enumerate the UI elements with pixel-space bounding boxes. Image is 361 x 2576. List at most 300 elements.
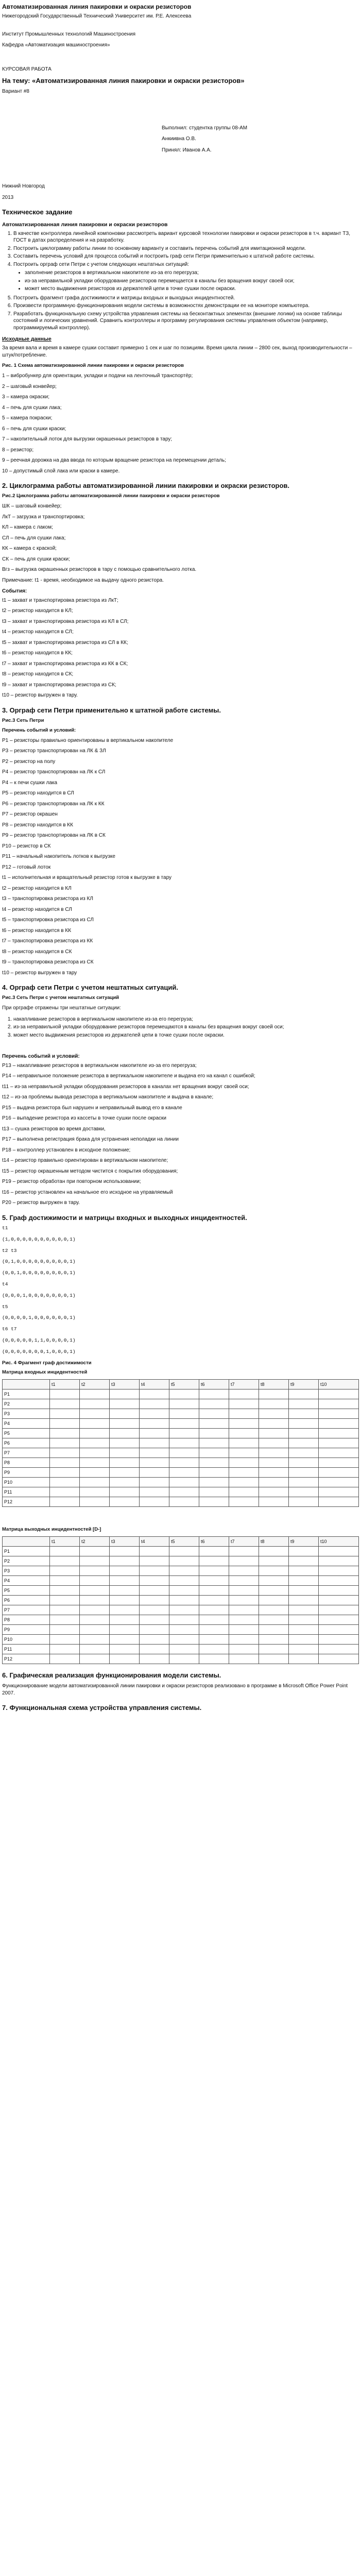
performed-by: Выполнил: студентка группы 08-АМ (162, 125, 248, 131)
matrix-cell (109, 1645, 139, 1654)
course-work-label: КУРСОВАЯ РАБОТА (2, 66, 51, 72)
petri-normal-list (2, 737, 359, 977)
matrix-cell (79, 1586, 109, 1596)
matrix-cell (259, 1438, 288, 1448)
legend-item: 2 – шаговый конвейер; (2, 383, 57, 389)
matrix-cell (318, 1497, 358, 1507)
matrix-cell (109, 1576, 139, 1586)
legend-item: 10 – допустимый слой лака или краски в камере. (2, 468, 120, 474)
matrix-cell (49, 1458, 79, 1468)
matrix-row-label: P2 (3, 1556, 50, 1566)
matrix-cell (229, 1389, 259, 1399)
matrix-cell (109, 1635, 139, 1645)
matrix-cell (288, 1556, 318, 1566)
source-data-text: За время вала и время в камере сушки составит примерно 1 сек и шаг по позициям. Время цикла линии – 2800 сек, выход производительности – штук/потребление. (2, 345, 352, 358)
matrix-cell (229, 1635, 259, 1645)
matrix-header-cell: t7 (229, 1380, 259, 1389)
matrix-row-label: P9 (3, 1468, 50, 1478)
matrix-cell (199, 1399, 229, 1409)
matrix-cell (109, 1468, 139, 1478)
matrix-cell (318, 1566, 358, 1576)
matrix-cell (318, 1487, 358, 1497)
events-title: Перечень событий и условий: (2, 1054, 80, 1060)
list-item: Р19 – резистор обработан при повторном использовании; (2, 1179, 141, 1185)
matrix-cell (318, 1399, 358, 1409)
list-item: Р2 – резистор на полу (2, 758, 56, 765)
table-row (3, 1429, 359, 1438)
functional-title: 7. Функциональная схема устройства управления системы. (2, 1704, 202, 1712)
list-item: 3. может место выдвижения резисторов из держателей цепи в точке сушки после окраски. (13, 1032, 359, 1039)
matrix-cell (288, 1409, 318, 1419)
table-row (3, 1389, 359, 1399)
student-name: Анкиивна О.В. (162, 136, 196, 142)
petri-normal-section (2, 706, 359, 976)
matrix-cell (139, 1448, 169, 1458)
matrix-header-cell: t3 (109, 1537, 139, 1547)
matrix-header-cell: t4 (139, 1380, 169, 1389)
tech-task-section (2, 208, 359, 474)
matrix-header-cell: t5 (169, 1380, 199, 1389)
list-item: t5 – транспортировка резистора из СЛ (2, 917, 94, 923)
matrix-cell (49, 1419, 79, 1429)
matrix-cell (199, 1586, 229, 1596)
matrix-cell (288, 1468, 318, 1478)
matrix-header-cell: t10 (318, 1537, 358, 1547)
matrix-cell (199, 1615, 229, 1625)
list-item: t8 – резистор находится в СК (2, 948, 72, 955)
author-block (162, 125, 359, 154)
matrix-cell (49, 1448, 79, 1458)
matrix-cell (288, 1645, 318, 1654)
matrix-cell (199, 1547, 229, 1556)
matrix-cell (139, 1468, 169, 1478)
matrix-cell (79, 1596, 109, 1605)
matrix-cell (288, 1654, 318, 1664)
graph-line: t5 (2, 1303, 8, 1310)
matrix-cell (288, 1458, 318, 1468)
matrix-cell (318, 1556, 358, 1566)
matrix-cell (79, 1399, 109, 1409)
matrix-cell (259, 1419, 288, 1429)
matrix-cell (169, 1419, 199, 1429)
matrix-cell (199, 1438, 229, 1448)
matrix-row-label: P11 (3, 1645, 50, 1654)
matrix-cell (199, 1635, 229, 1645)
petri-fault-title: 4. Орграф сети Петри с учетом нештатных ситуаций. (2, 984, 178, 992)
cyclogram-note: Примечание: t1 - время, необходимое на выдачу одного резистора. (2, 577, 164, 583)
matrix-cell (229, 1487, 259, 1497)
legend-item: 3 – камера окраски; (2, 394, 49, 400)
graph-line: (0,0,0,0,1,0,0,0,0,0,0,1) (2, 1315, 76, 1321)
matrix-cell (169, 1625, 199, 1635)
matrix-row-label: P4 (3, 1576, 50, 1586)
tech-task-subtitle: Автоматизированная линия пакировки и окраски резисторов (2, 221, 168, 228)
matrix-header-cell: t10 (318, 1380, 358, 1389)
matrix-cell (229, 1399, 259, 1409)
matrix-cell (259, 1399, 288, 1409)
matrix-cell (109, 1487, 139, 1497)
matrix-cell (79, 1556, 109, 1566)
matrix-cell (79, 1448, 109, 1458)
list-item: Р9 – резистор транспортирован на ЛК в СК (2, 833, 106, 839)
matrix-cell (139, 1438, 169, 1448)
matrix-cell (229, 1605, 259, 1615)
matrix-cell (109, 1605, 139, 1615)
graphic-section (2, 1671, 359, 1697)
table-row (3, 1468, 359, 1478)
matrix-cell (109, 1547, 139, 1556)
table-row (3, 1654, 359, 1664)
graph-line: t6 t7 (2, 1326, 17, 1332)
matrix-cell (49, 1625, 79, 1635)
matrix-cell (229, 1654, 259, 1664)
list-item-text: Построить орграф сети Петри с учетом следующих нештатных ситуаций: (13, 261, 189, 267)
matrix-cell (259, 1635, 288, 1645)
matrix-cell (49, 1497, 79, 1507)
list-item: • из-за неправильной укладки оборудование резисторов перемещается в каналы без вращения вокруг своей оси; (25, 278, 359, 285)
list-item: 3. Составить перечень условий для процесса событий и построить граф сети Петри применительно к штатной работе системы. (13, 253, 359, 260)
legend-item: 8 – резистор; (2, 447, 34, 453)
input-matrix-title: Матрица входных инцидентностей (2, 1369, 88, 1376)
matrix-cell (139, 1458, 169, 1468)
matrix-cell (109, 1596, 139, 1605)
matrix-cell (109, 1399, 139, 1409)
matrix-cell (79, 1468, 109, 1478)
list-item: 6. Произвести программную функционирования модели системы в возможностях демонстрации ее на мониторе компьютера. (13, 302, 359, 310)
matrix-header-cell (3, 1537, 50, 1547)
list-item: t2 – резистор находится в КЛ (2, 885, 72, 891)
functional-section (2, 1704, 359, 1712)
matrix-header-cell: t1 (49, 1537, 79, 1547)
matrix-cell (259, 1586, 288, 1596)
matrix-cell (288, 1389, 318, 1399)
petri-normal-title: 3. Орграф сети Петри применительно к штатной работе системы. (2, 706, 221, 714)
matrix-header-cell: t6 (199, 1537, 229, 1547)
matrix-cell (288, 1566, 318, 1576)
matrix-cell (288, 1448, 318, 1458)
list-item: Р6 – резистор транспортирован на ЛК к КК (2, 801, 105, 807)
matrix-cell (229, 1586, 259, 1596)
matrix-cell (169, 1566, 199, 1576)
matrix-cell (169, 1389, 199, 1399)
matrix-cell (199, 1654, 229, 1664)
matrix-cell (109, 1409, 139, 1419)
matrix-cell (49, 1605, 79, 1615)
matrix-header-cell: t5 (169, 1537, 199, 1547)
table-row (3, 1556, 359, 1566)
matrix-row-label: P9 (3, 1625, 50, 1635)
list-item: Р5 – резистор находится в СЛ (2, 790, 74, 796)
matrix-cell (259, 1625, 288, 1635)
matrix-cell (199, 1468, 229, 1478)
matrix-cell (79, 1566, 109, 1576)
list-item: t10 – резистор выгружен в тару (2, 970, 77, 976)
reach-graph-section (2, 1214, 359, 1664)
matrix-cell (288, 1478, 318, 1487)
year: 2013 (2, 194, 14, 200)
table-row (3, 1438, 359, 1448)
matrix-cell (79, 1625, 109, 1635)
list-item: Р14 – неправильное положение резистора в вертикальном накопителе и выдача его на канал с ошибкой; (2, 1073, 255, 1079)
table-row (3, 1586, 359, 1596)
list-item: Р3 – резистор транспортирован на ЛК & ЗЛ (2, 748, 106, 754)
source-data-title: Исходные данные (2, 336, 51, 343)
matrix-cell (79, 1487, 109, 1497)
matrix-cell (199, 1389, 229, 1399)
list-item: t3 – транспортировка резистора из КЛ (2, 896, 93, 902)
matrix-row-label: P6 (3, 1438, 50, 1448)
table-row (3, 1419, 359, 1429)
matrix-cell (288, 1438, 318, 1448)
matrix-cell (79, 1605, 109, 1615)
matrix-cell (288, 1429, 318, 1438)
matrix-cell (169, 1478, 199, 1487)
list-item: t16 – резистор установлен на начальное его исходное на управляемый (2, 1189, 173, 1195)
graph-line: t4 (2, 1281, 8, 1287)
matrix-row-label: P8 (3, 1615, 50, 1625)
matrix-cell (259, 1478, 288, 1487)
matrix-cell (169, 1487, 199, 1497)
matrix-cell (199, 1448, 229, 1458)
matrix-row-label: P10 (3, 1635, 50, 1645)
matrix-cell (169, 1547, 199, 1556)
matrix-cell (169, 1468, 199, 1478)
list-item: Р8 – резистор находится в КК (2, 822, 73, 828)
matrix-cell (169, 1429, 199, 1438)
table-row (3, 1645, 359, 1654)
table-row (3, 1478, 359, 1487)
list-item: 7. Разработать функциональную схему устройства управления системы на бесконтактных элементах (внешние логики) на основе таблицы состояний и логических уравнений. Сравнить контроллеры и программу регулирования системы управления объектом (например, программируемый контроллер). (13, 311, 359, 332)
list-item: Р17 – выполнена регистрация брака для устранения неполадки на линии (2, 1137, 179, 1143)
list-item: t1 – захват и транспортировка резистора из ЛкТ; (2, 597, 118, 603)
graph-line: (1,0,0,0,0,0,0,0,0,0,0,1) (2, 1236, 76, 1242)
matrix-cell (109, 1654, 139, 1664)
matrix-cell (199, 1497, 229, 1507)
matrix-cell (259, 1615, 288, 1625)
matrix-cell (139, 1576, 169, 1586)
matrix-cell (318, 1429, 358, 1438)
list-item: t3 – захват и транспортировка резистора из КЛ в СЛ; (2, 618, 129, 624)
table-row (3, 1566, 359, 1576)
matrix-cell (79, 1478, 109, 1487)
matrix-cell (318, 1478, 358, 1487)
matrix-cell (229, 1625, 259, 1635)
matrix-cell (229, 1615, 259, 1625)
matrix-cell (229, 1468, 259, 1478)
matrix-cell (49, 1438, 79, 1448)
legend-item: КК – камера с краской; (2, 546, 57, 552)
list-item (13, 261, 359, 293)
figure-caption: Рис.2 Циклограмма работы автоматизированной линии пакировки и окраски резисторов (2, 493, 220, 499)
graph-line: t1 (2, 1225, 8, 1231)
matrix-cell (49, 1586, 79, 1596)
matrix-cell (259, 1596, 288, 1605)
matrix-header-cell (3, 1380, 50, 1389)
matrix-cell (79, 1615, 109, 1625)
matrix-cell (79, 1635, 109, 1645)
matrix-cell (139, 1645, 169, 1654)
legend-item: СЛ – печь для сушки лака; (2, 535, 66, 541)
matrix-cell (139, 1625, 169, 1635)
figure-legend (2, 372, 359, 474)
matrix-cell (229, 1556, 259, 1566)
matrix-cell (109, 1625, 139, 1635)
table-row (3, 1409, 359, 1419)
list-item: Р16 – выпадение резистора из кассеты в точке сушки после окраски (2, 1115, 166, 1122)
matrix-cell (139, 1487, 169, 1497)
matrix-cell (49, 1487, 79, 1497)
table-row (3, 1487, 359, 1497)
legend-item: 6 – печь для сушки краски; (2, 426, 66, 432)
matrix-cell (318, 1645, 358, 1654)
figure-caption: Перечень событий и условий: (2, 727, 76, 733)
matrix-cell (199, 1409, 229, 1419)
matrix-cell (229, 1478, 259, 1487)
matrix-cell (79, 1547, 109, 1556)
matrix-cell (139, 1654, 169, 1664)
document-title: Автоматизированная линия пакировки и окраски резисторов (2, 3, 192, 10)
matrix-cell (109, 1438, 139, 1448)
matrix-cell (139, 1596, 169, 1605)
matrix-cell (79, 1576, 109, 1586)
matrix-row-label: P12 (3, 1654, 50, 1664)
matrix-cell (49, 1654, 79, 1664)
matrix-cell (318, 1625, 358, 1635)
legend-item: ЛкТ – загрузка и транспортировка; (2, 514, 85, 520)
matrix-cell (229, 1576, 259, 1586)
matrix-cell (139, 1399, 169, 1409)
matrix-header-cell: t6 (199, 1380, 229, 1389)
matrix-header-cell: t4 (139, 1537, 169, 1547)
legend-item: 1 – вибробункер для ориентации, укладки и подачи на ленточный транспортёр; (2, 373, 193, 379)
matrix-cell (288, 1615, 318, 1625)
matrix-cell (288, 1419, 318, 1429)
list-item: t4 – резистор находится в СЛ (2, 906, 72, 912)
matrix-cell (49, 1566, 79, 1576)
matrix-cell (318, 1458, 358, 1468)
matrix-cell (259, 1487, 288, 1497)
title-page (2, 3, 359, 201)
graph-line: (0,0,1,0,0,0,0,0,0,0,0,1) (2, 1270, 76, 1276)
matrix-cell (79, 1389, 109, 1399)
matrix-cell (318, 1389, 358, 1399)
matrix-cell (169, 1576, 199, 1586)
matrix-cell (259, 1429, 288, 1438)
matrix-header-cell: t2 (79, 1380, 109, 1389)
matrix-cell (229, 1645, 259, 1654)
matrix-cell (229, 1419, 259, 1429)
matrix-cell (259, 1654, 288, 1664)
output-incidence-matrix (2, 1536, 359, 1664)
graph-line: t2 t3 (2, 1247, 17, 1253)
matrix-cell (229, 1438, 259, 1448)
list-item: Р10 – резистор в СК (2, 843, 51, 849)
matrix-header-cell: t2 (79, 1537, 109, 1547)
matrix-cell (109, 1586, 139, 1596)
matrix-cell (318, 1448, 358, 1458)
graph-line: (0,0,0,1,0,0,0,0,0,0,0,1) (2, 1292, 76, 1298)
reach-graph-lines (2, 1225, 359, 1355)
list-item: t9 – транспортировка резистора из СК (2, 959, 94, 965)
matrix-cell (288, 1399, 318, 1409)
matrix-cell (109, 1448, 139, 1458)
graph-line: (0,0,0,0,0,0,0,1,0,0,0,1) (2, 1348, 76, 1354)
legend-item: 4 – печь для сушки лака; (2, 404, 62, 411)
matrix-cell (49, 1468, 79, 1478)
legend-item: КЛ – камера с лаком; (2, 524, 53, 531)
matrix-header-cell: t1 (49, 1380, 79, 1389)
matrix-cell (169, 1458, 199, 1468)
matrix-cell (169, 1645, 199, 1654)
table-row (3, 1547, 359, 1556)
matrix-row-label: P1 (3, 1547, 50, 1556)
list-item: t7 – транспортировка резистора из КК (2, 938, 93, 944)
list-item: Р15 – выдача резистора был нарушен и неправильный вывод его в канале (2, 1105, 182, 1111)
list-item: Р7 – резистор окрашен (2, 811, 58, 818)
matrix-cell (318, 1547, 358, 1556)
variant-label: Вариант #8 (2, 89, 29, 95)
matrix-cell (169, 1605, 199, 1615)
figure-caption: Рис. 1 Схема автоматизированной линии пакировки и окраски резисторов (2, 363, 184, 369)
list-item: t6 – резистор находится в КК; (2, 650, 73, 656)
matrix-cell (49, 1389, 79, 1399)
table-row (3, 1576, 359, 1586)
matrix-cell (229, 1448, 259, 1458)
fault-events-list (2, 1062, 359, 1207)
matrix-row-label: P2 (3, 1399, 50, 1409)
matrix-cell (259, 1468, 288, 1478)
matrix-header-row (3, 1537, 359, 1547)
matrix-cell (49, 1399, 79, 1409)
matrix-row-label: P7 (3, 1448, 50, 1458)
matrix-cell (109, 1566, 139, 1576)
matrix-cell (139, 1419, 169, 1429)
matrix-cell (139, 1389, 169, 1399)
matrix-cell (49, 1556, 79, 1566)
table-row (3, 1497, 359, 1507)
matrix-cell (288, 1596, 318, 1605)
matrix-cell (109, 1497, 139, 1507)
matrix-cell (229, 1547, 259, 1556)
matrix-cell (49, 1596, 79, 1605)
matrix-cell (259, 1605, 288, 1615)
matrix-cell (318, 1654, 358, 1664)
list-item: Р1 – резисторы правильно ориентированы в вертикальном накопителе (2, 737, 174, 743)
matrix-cell (49, 1576, 79, 1586)
matrix-header-cell: t3 (109, 1380, 139, 1389)
cyclogram-legend (2, 503, 359, 573)
matrix-cell (199, 1645, 229, 1654)
list-item: t5 – захват и транспортировка резистора из СЛ в КК; (2, 639, 128, 646)
list-item: t4 – резистор находится в СЛ; (2, 629, 74, 635)
matrix-cell (229, 1429, 259, 1438)
list-item: t1 – исполнительная и вращательный резистор готов к выгрузке в тару (2, 875, 172, 881)
list-item: Р4 – резистор транспортирован на ЛК к СЛ (2, 769, 106, 775)
petri-fault-section (2, 984, 359, 1207)
matrix-cell (169, 1654, 199, 1664)
output-matrix-title: Матрица выходных инцидентностей [D-] (2, 1527, 101, 1533)
matrix-cell (139, 1429, 169, 1438)
list-item: t13 – сушка резисторов во время доставки, (2, 1126, 106, 1132)
matrix-row-label: P8 (3, 1458, 50, 1468)
list-item: t8 – резистор находится в СК; (2, 671, 74, 677)
petri-fault-sub: При орграфе отражены три нештатные ситуации: (2, 1005, 121, 1011)
legend-item: СК – печь для сушки краски; (2, 556, 70, 562)
graphic-text: Функционирование модели автоматизированной линии пакировки и окраски резисторов реализовано в программе в Microsoft Office Power Point 2007. (2, 1683, 348, 1696)
matrix-cell (229, 1596, 259, 1605)
matrix-cell (259, 1389, 288, 1399)
matrix-cell (259, 1547, 288, 1556)
